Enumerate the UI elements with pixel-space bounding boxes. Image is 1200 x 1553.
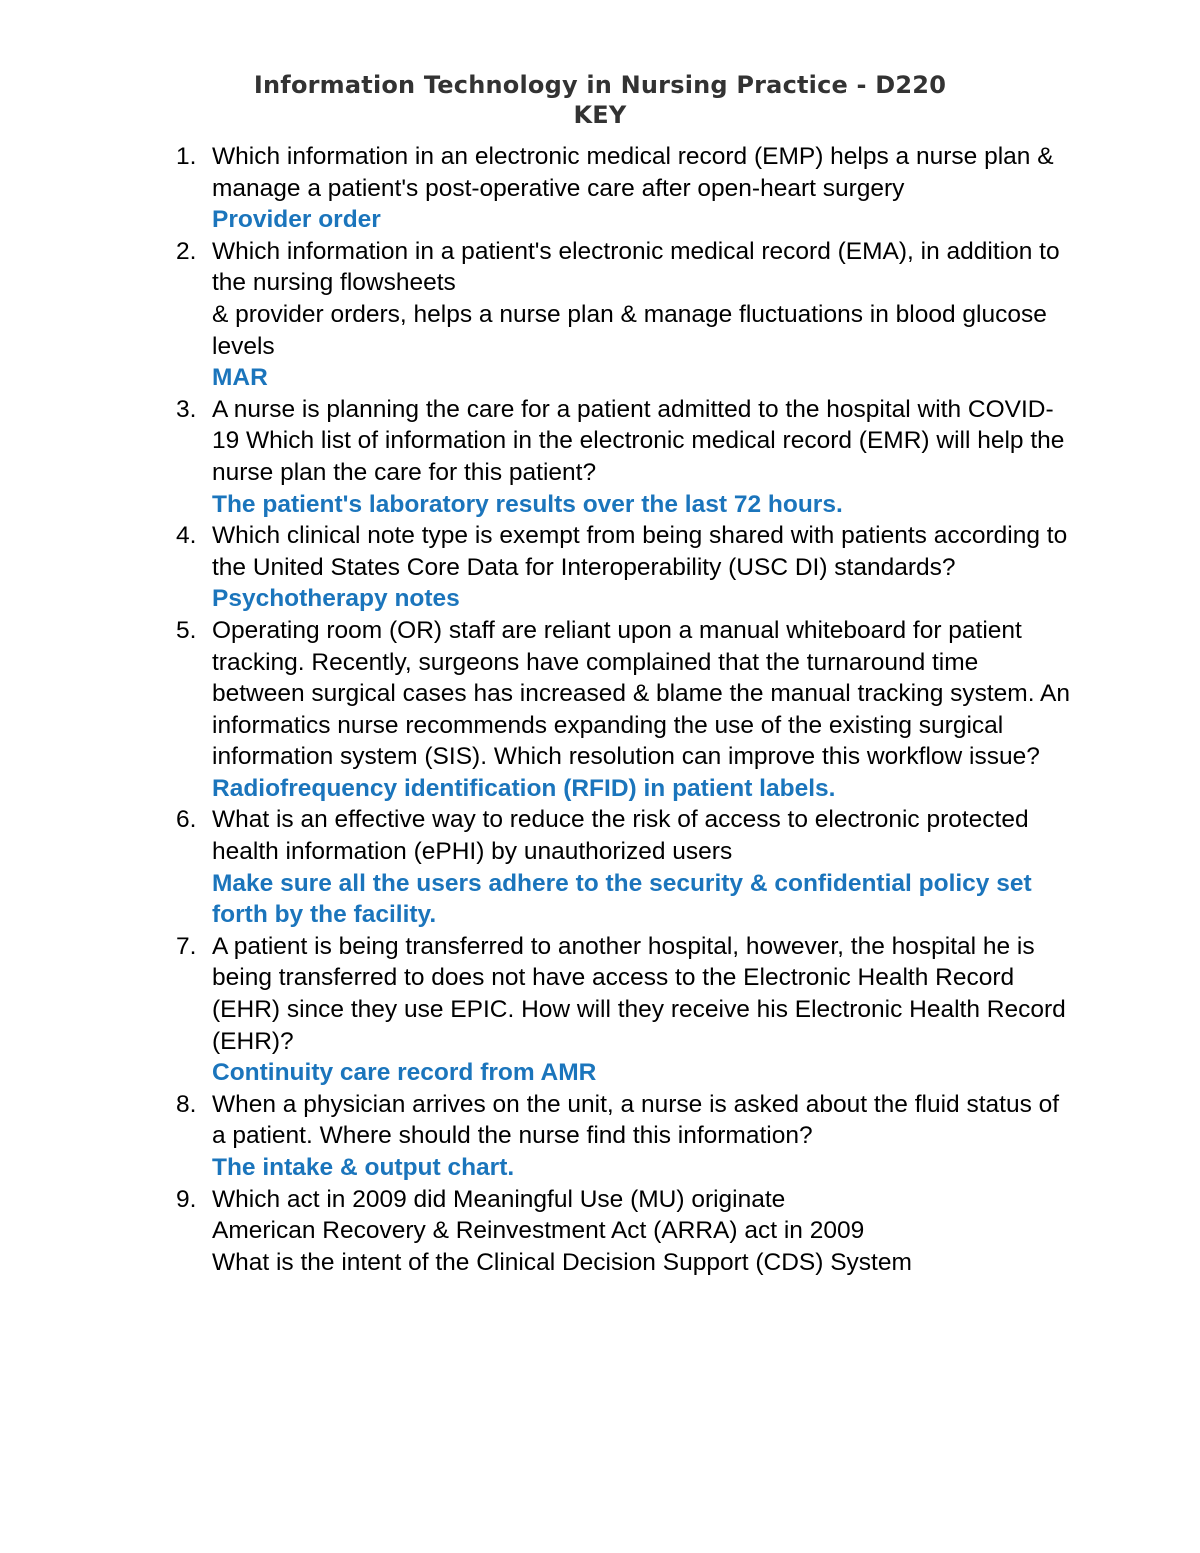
answer-text: Psychotherapy notes (212, 585, 460, 613)
answer-text: Radiofrequency identification (RFID) in patient labels. (212, 774, 836, 802)
answer-text: Continuity care record from AMR (212, 1059, 597, 1087)
answer-text: The intake & output chart. (212, 1154, 515, 1181)
question-item-9 (176, 1184, 1076, 1279)
question-text: When a physician arrives on the unit, a nurse is asked about the fluid status of a patient. Where should the nurse find this information? (212, 1090, 1060, 1150)
question-text: Which clinical note type is exempt from being shared with patients according to the United States Core Data for Interoperability (USC DI) standards? (212, 522, 1068, 581)
question-list (176, 141, 1076, 1278)
answer-plain-text: American Recovery & Reinvestment Act (ARRA) act in 2009 (212, 1217, 865, 1245)
question-number: 8. (176, 1090, 197, 1118)
question-item-4 (176, 520, 1076, 615)
answer-text: MAR (212, 364, 268, 392)
question-text: Which information in an electronic medical record (EMP) helps a nurse plan & manage a patient's post-operative care after open-heart surgery (212, 143, 1054, 202)
question-number: 7. (176, 932, 197, 960)
document-subtitle: KEY (573, 101, 627, 129)
question-text: Operating room (OR) staff are reliant upon a manual whiteboard for patient tracking. Recently, surgeons have complained that the turnaround time between surgical cases has increased & blame the manual tracking system. An informatics nurse recommends expanding the use of the existing surgical information system (SIS). Which resolution can improve this workflow issue? (212, 616, 1070, 771)
question-item-2 (176, 236, 1076, 394)
question-item-5 (176, 615, 1076, 805)
document-title: Information Technology in Nursing Practice - D220 (253, 71, 947, 99)
question-item-6 (176, 804, 1076, 930)
question-text: Which act in 2009 did Meaningful Use (MU) originate (212, 1185, 786, 1213)
question-number: 4. (176, 522, 197, 550)
question-number: 3. (176, 395, 197, 423)
answer-text: Provider order (212, 206, 381, 234)
question-number: 1. (176, 143, 197, 170)
follow-up-question-text: What is the intent of the Clinical Decision Support (CDS) System (212, 1248, 912, 1276)
answer-text: Make sure all the users adhere to the security & confidential policy set forth by the facility. (212, 869, 1032, 929)
question-text: What is an effective way to reduce the risk of access to electronic protected health information (ePHI) by unauthorized users (212, 806, 1029, 866)
question-item-1 (176, 141, 1076, 236)
question-number: 2. (176, 237, 197, 265)
question-text: A nurse is planning the care for a patient admitted to the hospital with COVID-19 Which list of information in the electronic medical record (EMR) will help the nurse plan the care for this patient? (212, 395, 1065, 486)
question-text: A patient is being transferred to another hospital, however, the hospital he is being transferred to does not have access to the Electronic Health Record (EHR) since they use EPIC. How will they receive his Electronic Health Record (EHR)? (212, 932, 1066, 1055)
answer-text: The patient's laboratory results over the last 72 hours. (212, 490, 843, 518)
question-item-7 (176, 931, 1076, 1089)
document-header (0, 70, 1200, 130)
question-text: Which information in a patient's electronic medical record (EMA), in addition to the nursing flowsheets (212, 237, 1060, 297)
question-number: 9. (176, 1185, 197, 1213)
question-item-8 (176, 1089, 1076, 1184)
question-number: 5. (176, 616, 197, 644)
question-text-continued: & provider orders, helps a nurse plan & manage fluctuations in blood glucose levels (212, 300, 1047, 360)
question-number: 6. (176, 806, 197, 834)
question-item-3 (176, 394, 1076, 520)
